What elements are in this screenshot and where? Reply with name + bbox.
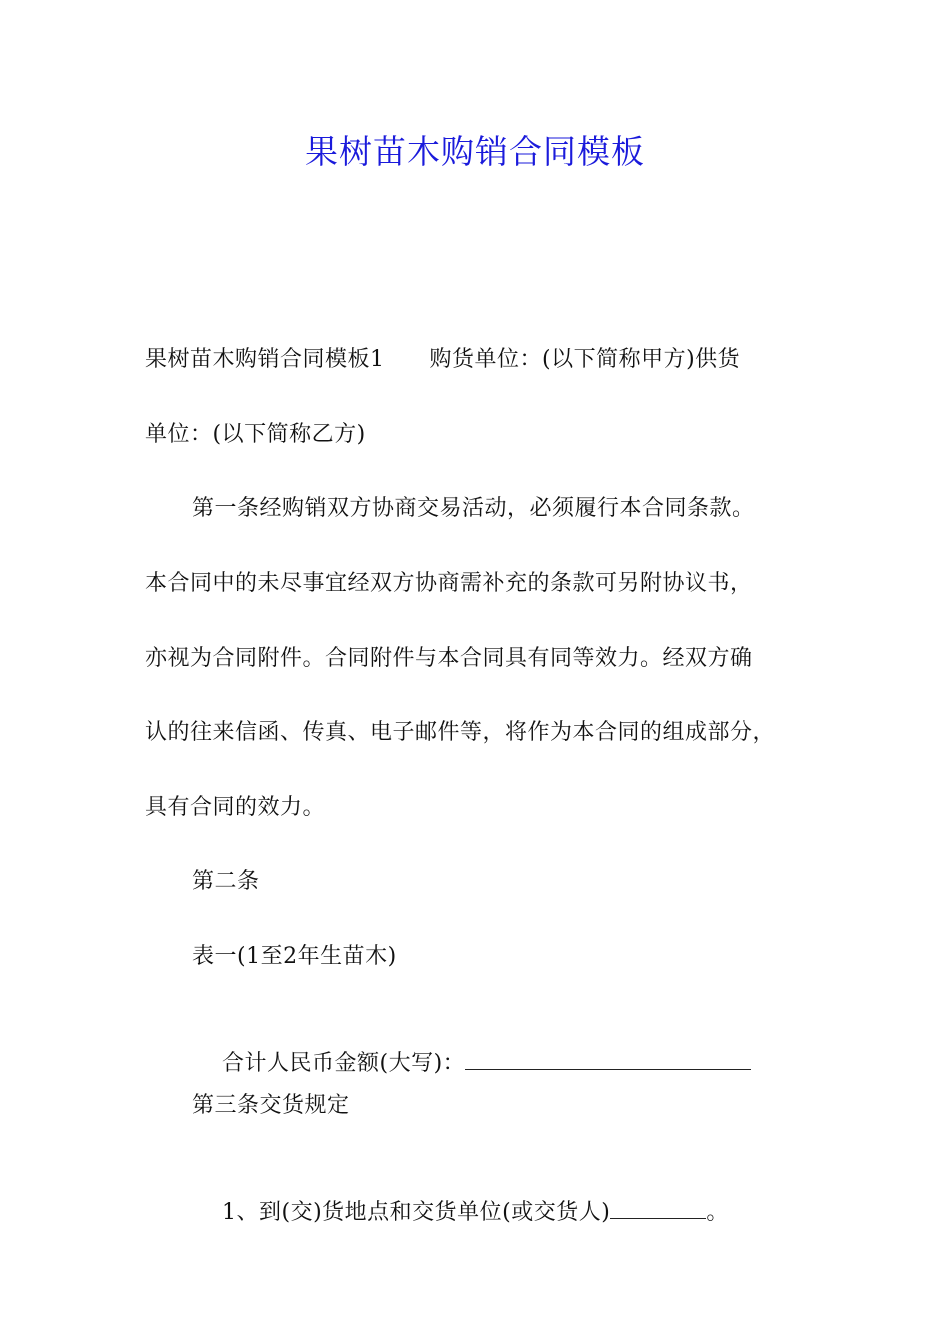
article-1-line: 第一条经购销双方协商交易活动，必须履行本合同条款。	[192, 496, 755, 521]
paragraph-line: 本合同中的未尽事宜经双方协商需补充的条款可另附协议书，	[145, 571, 753, 596]
document-title: 果树苗木购销合同模板	[305, 132, 645, 171]
article-3-heading: 第三条交货规定	[192, 1093, 350, 1118]
total-amount-label: 合计人民币金额(大写)：	[221, 1051, 466, 1076]
paragraph-line: 认的往来信函、传真、电子邮件等，将作为本合同的组成部分，	[145, 720, 776, 745]
article-2-heading: 第二条	[192, 869, 260, 894]
table-1-caption: 表一(1至2年生苗木)	[192, 944, 397, 969]
delivery-location-blank	[610, 1198, 706, 1219]
delivery-location-line	[192, 1165, 729, 1261]
paragraph-line: 果树苗木购销合同模板1 购货单位：(以下简称甲方)供货	[145, 347, 741, 372]
delivery-location-label: 1、到(交)货地点和交货单位(或交货人)	[221, 1200, 611, 1225]
paragraph-line: 具有合同的效力。	[145, 795, 326, 820]
delivery-location-end: 。	[706, 1200, 729, 1225]
total-amount-blank	[465, 1049, 751, 1070]
paragraph-line: 单位：(以下简称乙方)	[145, 422, 366, 447]
paragraph-line: 亦视为合同附件。合同附件与本合同具有同等效力。经双方确	[145, 646, 753, 671]
